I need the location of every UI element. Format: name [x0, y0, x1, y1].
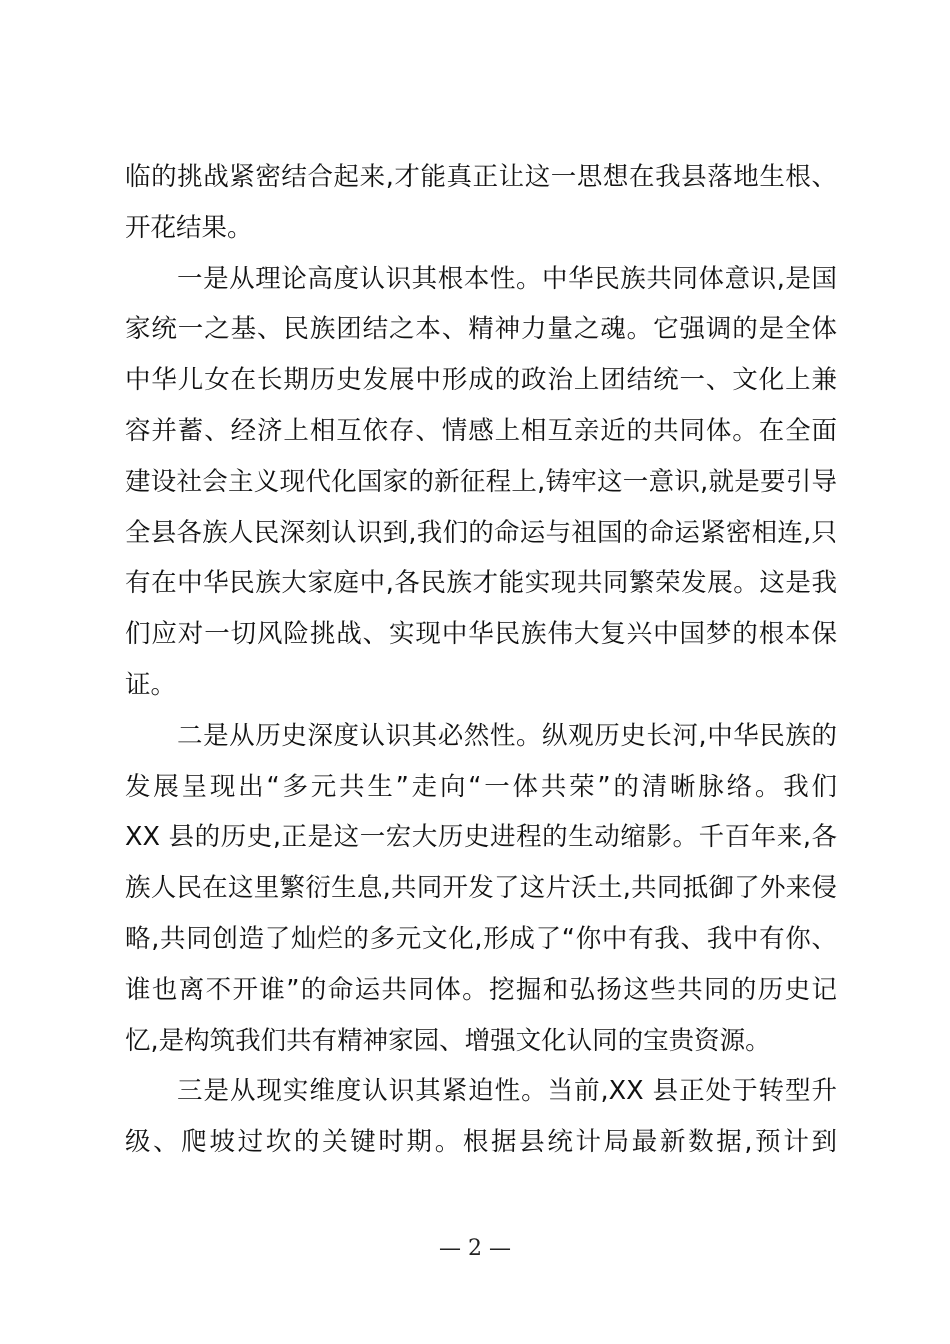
text-line: 开花结果。 — [125, 212, 253, 243]
text-line: 有在中华民族大家庭中,各民族才能实现共同繁荣发展。这是我 — [125, 568, 837, 599]
text-line: 家统一之基、民族团结之本、精神力量之魂。它强调的是全体 — [125, 314, 837, 345]
text-line: 族人民在这里繁衍生息,共同开发了这片沃土,共同抵御了外来侵 — [125, 873, 837, 904]
text-line: 级、爬坡过坎的关键时期。根据县统计局最新数据,预计到 — [125, 1127, 837, 1158]
text-line: 发展呈现出“多元共生”走向“一体共荣”的清晰脉络。我们 — [125, 771, 837, 802]
page-number: — 2 — — [439, 1236, 511, 1261]
text-line: 谁也离不开谁”的命运共同体。挖掘和弘扬这些共同的历史记 — [125, 974, 837, 1005]
text-line: 全县各族人民深刻认识到,我们的命运与祖国的命运紧密相连,只 — [125, 517, 837, 548]
text-line: 一是从理论高度认识其根本性。中华民族共同体意识,是国 — [177, 263, 837, 294]
text-line: 证。 — [125, 669, 177, 700]
text-line: 容并蓄、经济上相互依存、情感上相互亲近的共同体。在全面 — [125, 415, 837, 446]
text-line: 建设社会主义现代化国家的新征程上,铸牢这一意识,就是要引导 — [125, 466, 837, 497]
text-line: XX 县的历史,正是这一宏大历史进程的生动缩影。千百年来,各 — [125, 822, 837, 853]
body-text — [125, 152, 837, 1168]
text-line: 略,共同创造了灿烂的多元文化,形成了“你中有我、我中有你、 — [125, 923, 837, 954]
text-line: 忆,是构筑我们共有精神家园、增强文化认同的宝贵资源。 — [125, 1025, 771, 1056]
text-line: 们应对一切风险挑战、实现中华民族伟大复兴中国梦的根本保 — [125, 619, 837, 650]
text-line: 三是从现实维度认识其紧迫性。当前,XX 县正处于转型升 — [177, 1076, 837, 1107]
text-line: 临的挑战紧密结合起来,才能真正让这一思想在我县落地生根、 — [125, 162, 837, 192]
text-line: 二是从历史深度认识其必然性。纵观历史长河,中华民族的 — [177, 720, 837, 751]
text-line: 中华儿女在长期历史发展中形成的政治上团结统一、文化上兼 — [125, 365, 837, 396]
